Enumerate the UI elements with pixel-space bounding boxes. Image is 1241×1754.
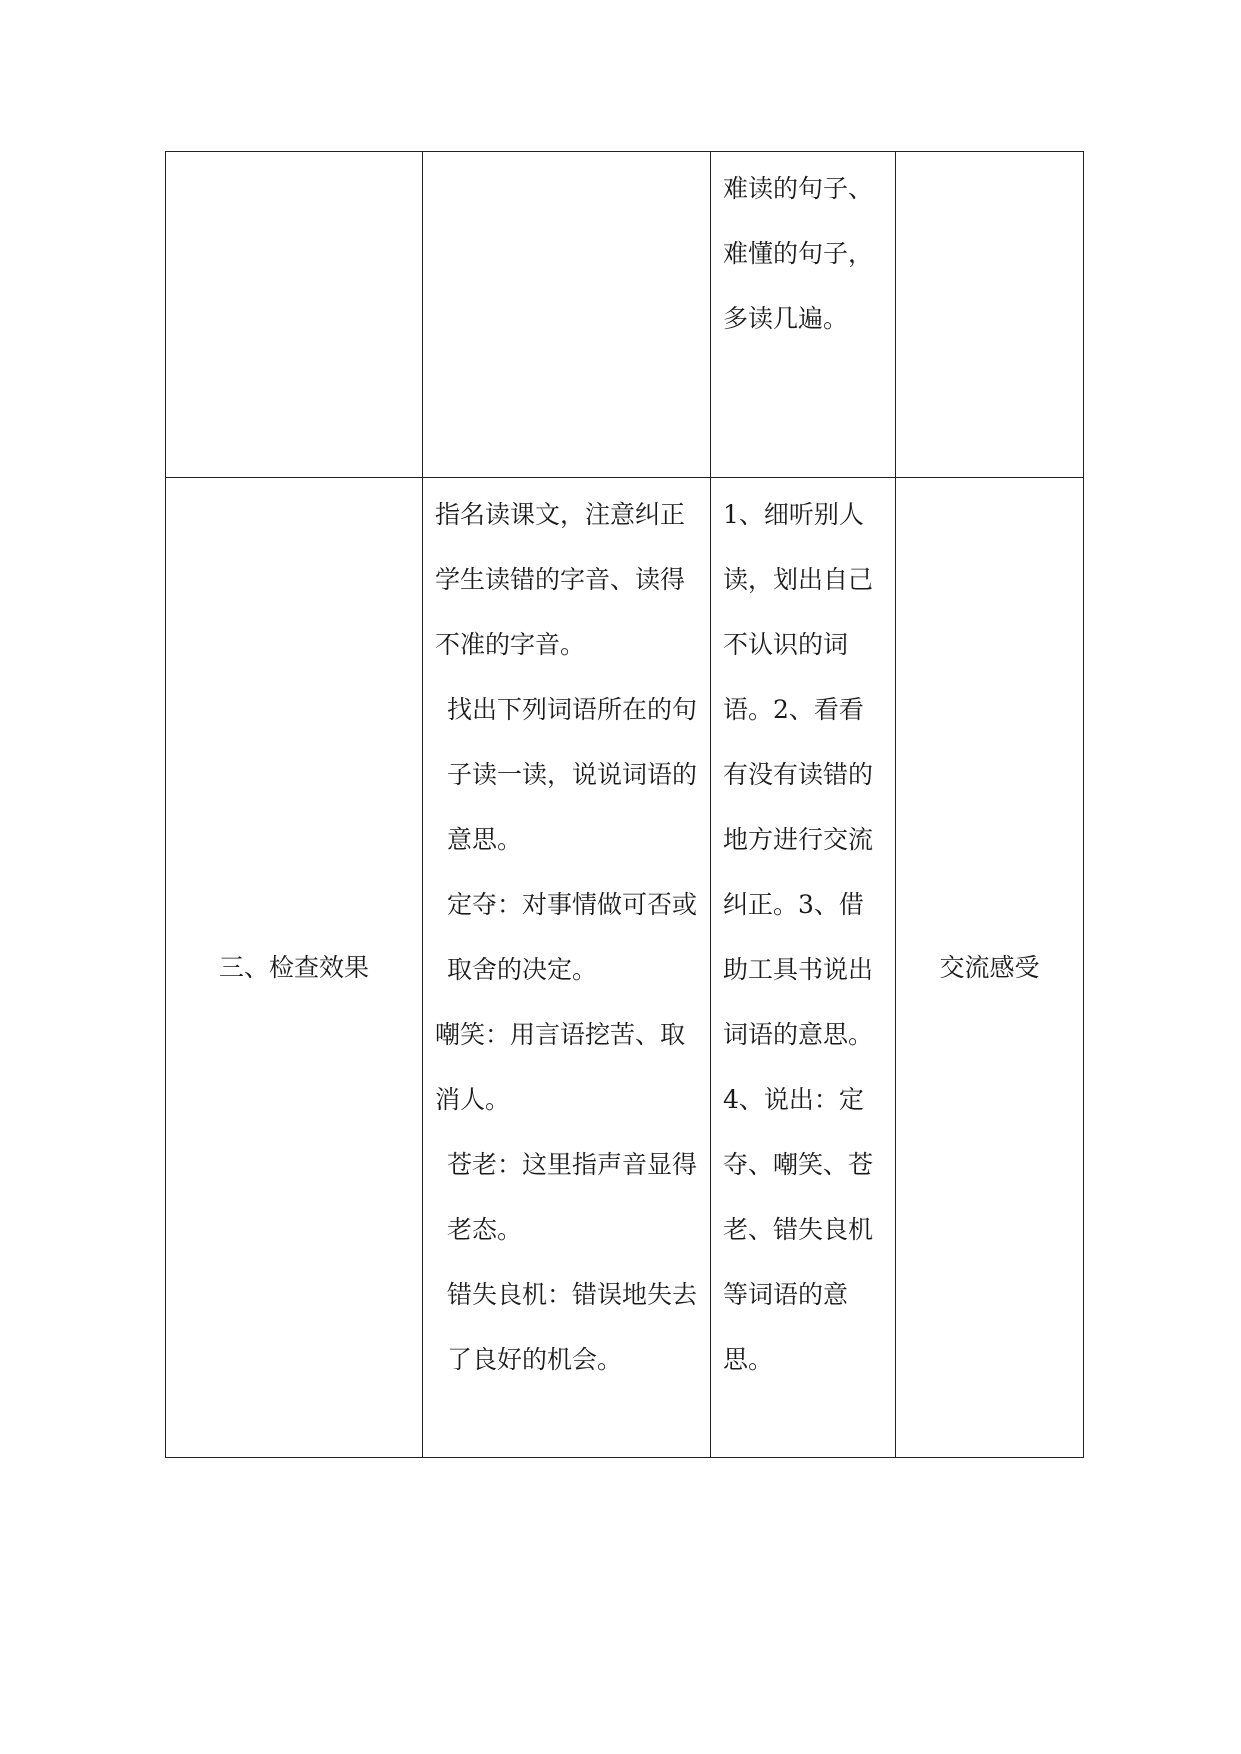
teacher-paragraph: 苍老：这里指声音显得老态。 bbox=[447, 1150, 698, 1244]
teacher-paragraph: 嘲笑：用言语挖苦、取消人。 bbox=[435, 1020, 686, 1114]
student-activity-cell bbox=[711, 152, 896, 478]
teacher-paragraph: 找出下列词语所在的句子读一读，说说词语的意思。 bbox=[447, 695, 698, 854]
teacher-paragraph: 定夺：对事情做可否或取舍的决定。 bbox=[447, 890, 698, 984]
student-line: 难懂的句子， bbox=[723, 239, 874, 268]
teacher-paragraph: 指名读课文，注意纠正学生读错的字音、读得不准的字音。 bbox=[435, 500, 686, 659]
stage-cell bbox=[166, 478, 423, 1458]
teacher-activity-text bbox=[423, 152, 710, 156]
teacher-paragraph: 错失良机：错误地失去了良好的机会。 bbox=[447, 1280, 698, 1374]
teacher-activity-cell bbox=[423, 152, 711, 478]
student-activity-text bbox=[711, 478, 895, 1392]
teacher-activity-text bbox=[423, 478, 710, 1392]
student-line: 难读的句子、 bbox=[723, 174, 874, 203]
teacher-activity-cell bbox=[423, 478, 711, 1458]
design-intent-text bbox=[896, 152, 1083, 156]
student-activity-cell bbox=[711, 478, 896, 1458]
design-intent-text: 交流感受 bbox=[939, 953, 1040, 982]
design-intent-cell bbox=[896, 152, 1084, 478]
student-line: 多读几遍。 bbox=[723, 304, 849, 333]
table-row bbox=[166, 478, 1084, 1458]
table-row bbox=[166, 152, 1084, 478]
student-activity-text bbox=[711, 152, 895, 351]
stage-label bbox=[166, 152, 422, 156]
stage-cell bbox=[166, 152, 423, 478]
lesson-plan-table bbox=[165, 151, 1084, 1458]
stage-label: 三、检查效果 bbox=[218, 953, 369, 982]
design-intent-cell bbox=[896, 478, 1084, 1458]
student-paragraph: 1、细听别人读，划出自己不认识的词语。2、看看有没有读错的地方进行交流纠正。3、借助工具书说出词语的意思。4、说出：定夺、嘲笑、苍老、错失良机等词语的意思。 bbox=[723, 500, 874, 1374]
